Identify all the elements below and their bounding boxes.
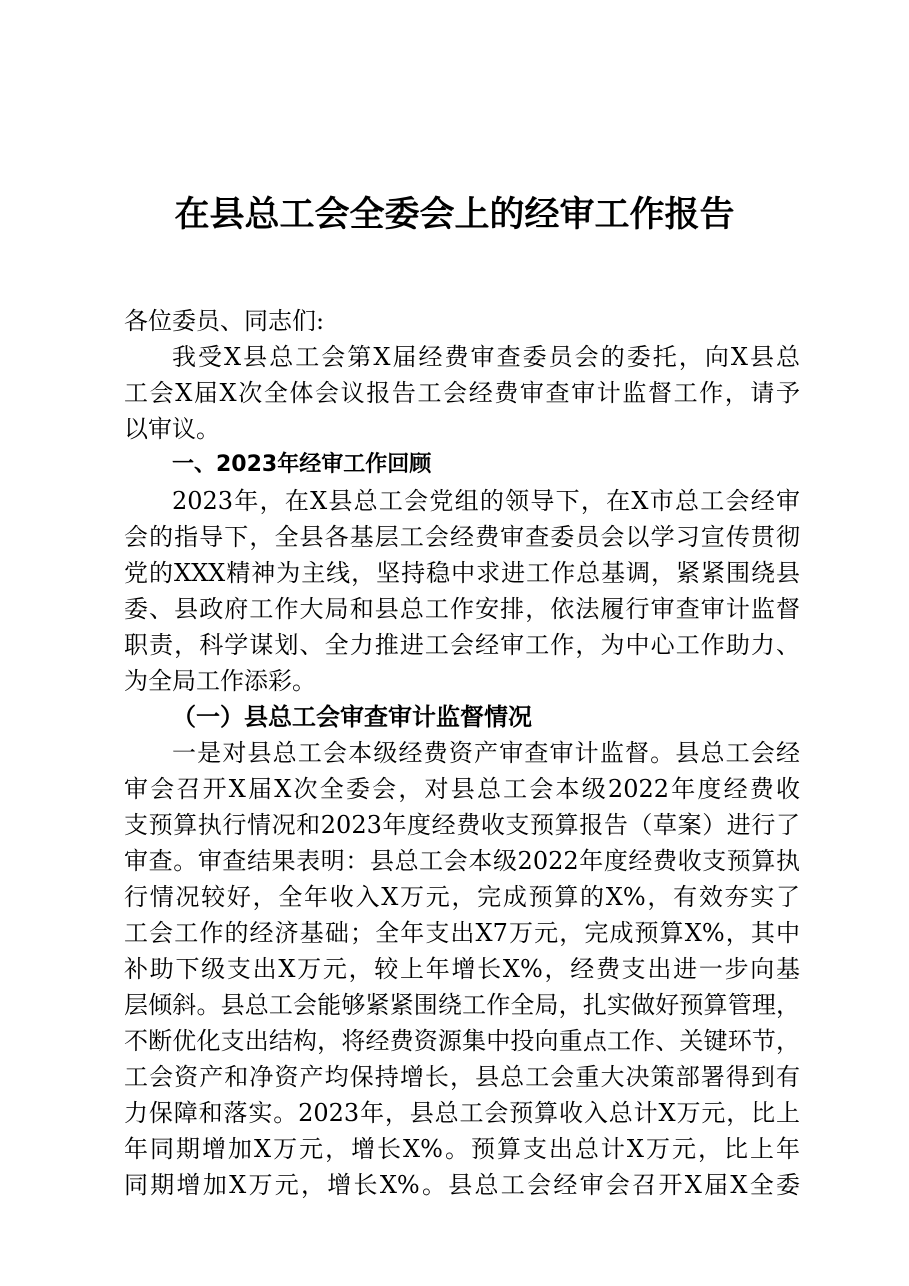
paragraph-line: 审查。审查结果表明：县总工会本级2022年度经费收支预算执 — [124, 847, 800, 875]
paragraph-line: 同期增加X万元，增长X%。县总工会经审会召开X届X全委 — [124, 1171, 800, 1199]
paragraph-line: 工会X届X次全体会议报告工会经费审查审计监督工作，请予 — [124, 379, 800, 407]
paragraph-line: 2023年，在X县总工会党组的领导下，在X市总工会经审 — [172, 487, 800, 515]
paragraph-line: 委、县政府工作大局和县总工作安排，依法履行审查审计监督 — [124, 595, 800, 623]
paragraph-line: 年同期增加X万元，增长X%。预算支出总计X万元，比上年 — [124, 1135, 800, 1163]
paragraph-line: 审会召开X届X次全委会，对县总工会本级2022年度经费收 — [124, 775, 800, 803]
paragraph-line: 以审议。 — [124, 415, 220, 443]
salutation: 各位委员、同志们: — [124, 307, 325, 335]
paragraph-line: 一是对县总工会本级经费资产审查审计监督。县总工会经 — [172, 739, 800, 767]
intro-paragraph — [124, 339, 800, 447]
paragraph-line: 职责，科学谋划、全力推进工会经审工作，为中心工作助力、 — [124, 631, 800, 659]
subsection1-paragraph — [124, 735, 800, 1203]
paragraph-line: 力保障和落实。2023年，县总工会预算收入总计X万元，比上 — [124, 1099, 800, 1127]
paragraph-line: 补助下级支出X万元，较上年增长X%，经费支出进一步向基 — [124, 955, 800, 983]
section1-paragraph — [124, 483, 800, 699]
section-heading: 一、2023年经审工作回顾 — [172, 452, 432, 477]
document-title: 在县总工会全委会上的经审工作报告 — [174, 195, 735, 235]
paragraph-line: 为全局工作添彩。 — [124, 667, 316, 695]
paragraph-line: 工会资产和净资产均保持增长，县总工会重大决策部署得到有 — [124, 1063, 800, 1091]
paragraph-line: 会的指导下，全县各基层工会经费审查委员会以学习宣传贯彻 — [124, 523, 800, 551]
paragraph-line: 工会工作的经济基础；全年支出X7万元，完成预算X%，其中 — [124, 919, 800, 947]
paragraph-line: 行情况较好，全年收入X万元，完成预算的X%，有效夯实了 — [124, 883, 800, 911]
paragraph-line: 不断优化支出结构，将经费资源集中投向重点工作、关键环节， — [124, 1027, 800, 1055]
paragraph-line: 支预算执行情况和2023年度经费收支预算报告（草案）进行了 — [124, 811, 800, 839]
paragraph-line: 我受X县总工会第X届经费审查委员会的委托，向X县总 — [172, 343, 800, 371]
paragraph-line: 层倾斜。县总工会能够紧紧围绕工作全局，扎实做好预算管理， — [124, 991, 800, 1019]
subsection-heading: （一）县总工会审查审计监督情况 — [172, 702, 532, 731]
paragraph-line: 党的XXX精神为主线，坚持稳中求进工作总基调，紧紧围绕县 — [124, 559, 800, 587]
document-body — [124, 303, 800, 1203]
